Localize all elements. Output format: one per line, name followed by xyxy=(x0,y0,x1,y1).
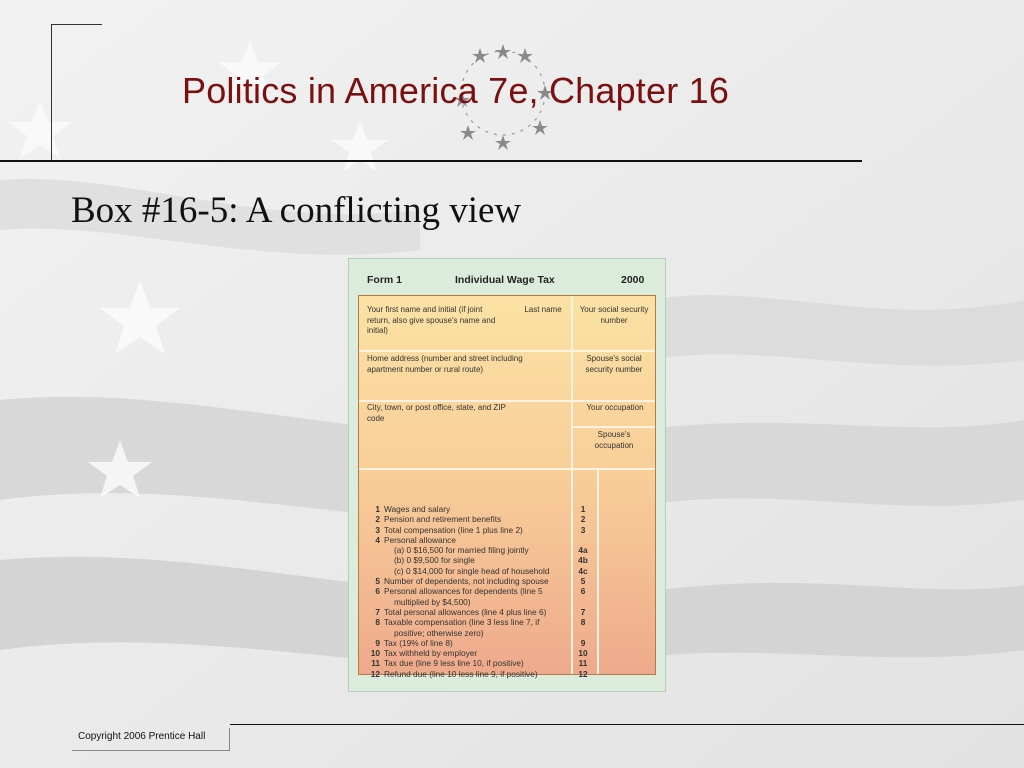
form-line-text: Pension and retirement benefits xyxy=(384,514,502,525)
form-line-box: 6 xyxy=(580,586,586,597)
form-line-number xyxy=(367,628,380,638)
slide-subtitle: Box #16-5: A conflicting view xyxy=(71,190,522,231)
title-divider xyxy=(0,160,862,162)
form-body xyxy=(358,295,656,679)
form-line xyxy=(367,607,567,617)
form-line xyxy=(367,504,567,514)
form-line-box: 1 xyxy=(580,504,586,514)
field-spouse-occupation: Spouse's occupation xyxy=(594,430,634,450)
form-line-box: 4a xyxy=(578,545,588,556)
form-divider xyxy=(573,426,655,428)
form-line-text: Total compensation (line 1 plus line 2) xyxy=(384,524,523,535)
form-line-number: 2 xyxy=(375,514,380,525)
form-line-number xyxy=(367,597,380,607)
form-line-boxes xyxy=(569,504,597,679)
form-line xyxy=(367,525,567,535)
form-line-number: 10 xyxy=(370,648,380,659)
form-line xyxy=(367,514,567,524)
form-line-box: 10 xyxy=(578,648,588,659)
form-line-text: Tax due (line 9 less line 10, if positive) xyxy=(384,658,524,669)
form-line xyxy=(367,586,567,596)
field-first-name: Your first name and initial (if joint return, also give spouse's name and initial) xyxy=(367,305,496,335)
form-line-box xyxy=(569,597,597,607)
form-year: 2000 xyxy=(621,274,645,286)
form-lines xyxy=(367,504,567,679)
form-divider xyxy=(359,350,655,352)
form-line-text: Number of dependents, not including spouse xyxy=(384,576,549,587)
form-line-text: Tax (19% of line 8) xyxy=(384,637,453,648)
slide-title: Politics in America 7e, Chapter 16 xyxy=(182,70,730,111)
form-line-number: 7 xyxy=(375,606,380,617)
form-line-number: 1 xyxy=(375,504,380,514)
form-line-box xyxy=(569,628,597,638)
form-line-number: 3 xyxy=(375,524,380,535)
field-ssn: Your social security number xyxy=(579,305,649,325)
form-line-box: 4b xyxy=(578,555,588,566)
form-line-text: (a) 0 $16,500 for married filing jointly xyxy=(394,545,529,556)
form-line-number: 12 xyxy=(370,668,380,679)
form-line-number: 9 xyxy=(375,637,380,648)
footer-divider xyxy=(230,724,1024,725)
form-line-text: Taxable compensation (line 3 less line 7, if xyxy=(384,617,540,628)
form-line-text: (c) 0 $14,000 for single head of household xyxy=(394,565,550,576)
field-city: City, town, or post office, state, and ZIP code xyxy=(367,403,506,423)
form-line-box: 9 xyxy=(580,637,586,648)
form-line xyxy=(367,576,567,586)
form-line-number xyxy=(367,555,380,565)
tax-form-figure xyxy=(348,258,666,692)
form-divider-vertical xyxy=(597,470,599,674)
form-line xyxy=(367,669,567,679)
form-line-text: (b) 0 $9,500 for single xyxy=(394,555,475,566)
form-divider xyxy=(359,468,655,470)
form-line-number: 6 xyxy=(375,586,380,597)
form-line-box: 11 xyxy=(578,658,588,669)
corner-horizontal-line xyxy=(51,24,102,25)
form-line xyxy=(367,535,567,545)
form-line-text: positive; otherwise zero) xyxy=(394,627,484,638)
form-line-number xyxy=(367,566,380,576)
form-line xyxy=(367,597,567,607)
field-occupation: Your occupation xyxy=(586,403,644,412)
field-spouse-ssn: Spouse's social security number xyxy=(585,354,643,374)
field-home-address: Home address (number and street including apartment number or rural route) xyxy=(367,354,523,374)
form-line-box xyxy=(569,535,597,545)
form-line xyxy=(367,617,567,627)
form-line xyxy=(367,566,567,576)
form-line-text: Wages and salary xyxy=(384,504,451,514)
form-line-box: 5 xyxy=(580,576,586,587)
form-line xyxy=(367,648,567,658)
form-line-box: 7 xyxy=(580,606,586,617)
form-line-text: Personal allowances for dependents (line 5 xyxy=(384,586,543,597)
form-line xyxy=(367,545,567,555)
form-line xyxy=(367,555,567,565)
form-divider xyxy=(359,400,655,402)
corner-vertical-line xyxy=(51,24,52,160)
form-line-number: 4 xyxy=(375,534,380,545)
form-line-box: 4c xyxy=(578,565,588,576)
form-line-number: 5 xyxy=(375,576,380,587)
form-line-box: 8 xyxy=(580,617,586,628)
form-name: Form 1 xyxy=(367,274,403,286)
form-line-box: 3 xyxy=(580,524,586,535)
field-last-name: Last name xyxy=(524,305,562,314)
form-line xyxy=(367,628,567,638)
form-line-number: 11 xyxy=(371,658,380,669)
form-line xyxy=(367,638,567,648)
form-line-text: Tax withheld by employer xyxy=(384,648,478,659)
copyright-text: Copyright 2006 Prentice Hall xyxy=(78,731,206,742)
form-line xyxy=(367,658,567,668)
form-line-box: 12 xyxy=(578,668,588,679)
form-line-text: Total personal allowances (line 4 plus line 6) xyxy=(384,606,547,617)
form-line-text: Personal allowance xyxy=(384,534,456,545)
form-heading: Individual Wage Tax xyxy=(455,274,555,286)
form-line-number: 8 xyxy=(375,617,380,628)
form-line-box: 2 xyxy=(580,514,586,525)
form-line-number xyxy=(367,545,380,555)
form-line-text: multiplied by $4,500) xyxy=(394,596,471,607)
form-line-text: Refund due (line 10 less line 9, if positive) xyxy=(384,668,538,679)
